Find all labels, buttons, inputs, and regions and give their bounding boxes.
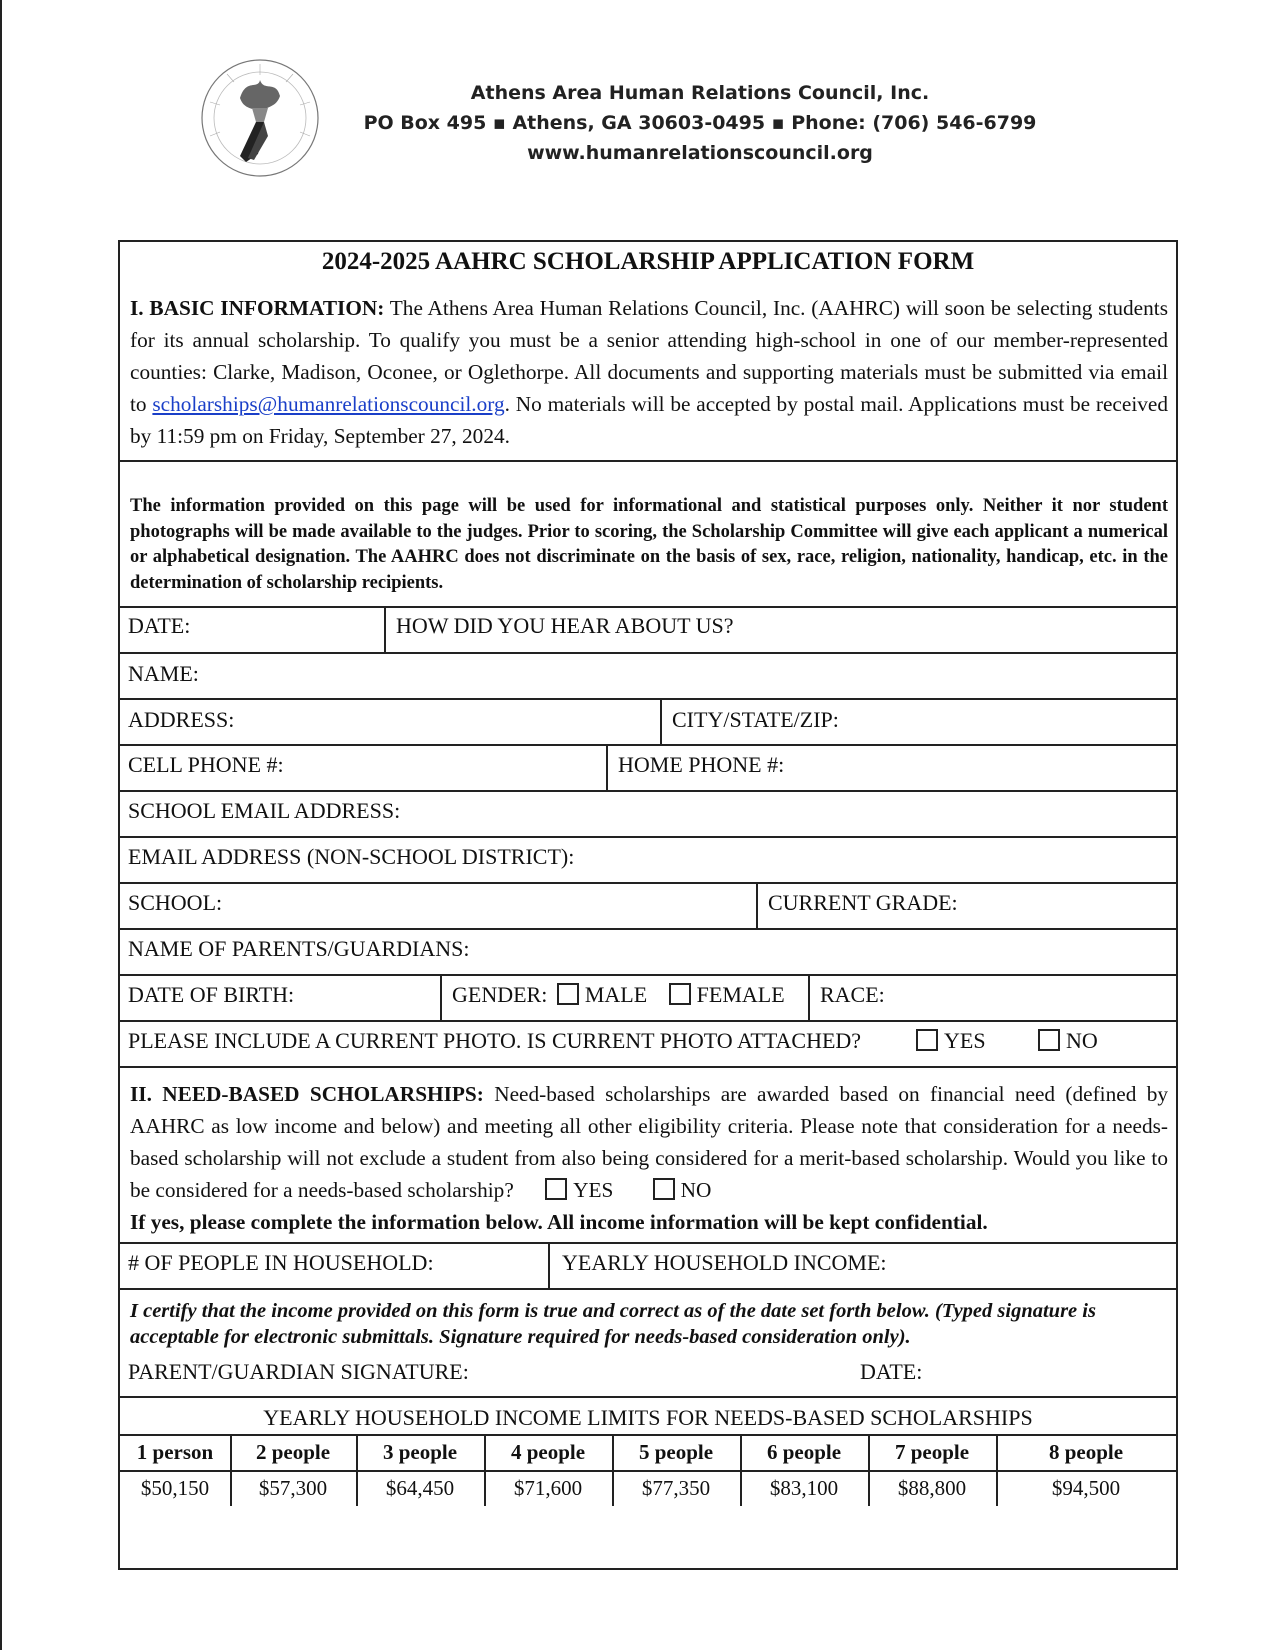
current-grade-field[interactable]: CURRENT GRADE: — [768, 890, 958, 915]
scholarship-email-link[interactable]: scholarships@humanrelationscouncil.org — [152, 392, 505, 416]
income-limit-value: $71,600 — [513, 1476, 583, 1500]
income-limit-value: $57,300 — [258, 1476, 328, 1500]
divider — [120, 790, 1176, 792]
income-limit-value: $64,450 — [385, 1476, 455, 1500]
divider — [756, 882, 758, 928]
confidentiality-notice: The information provided on this page will be used for informational and statistical purposes only. Neither it nor student photographs will be made available to the judges. Prior to scoring, the Scholarship Committee will give each applicant a numerical or alphabetical designation. The AAHRC does not discriminate on the basis of sex, race, religion, nationality, handicap, etc. in the determination of scholarship recipients. — [130, 496, 1168, 593]
divider — [120, 1434, 1176, 1436]
home-phone-field[interactable]: HOME PHONE #: — [618, 752, 785, 777]
household-size-header: 1 person — [136, 1440, 214, 1464]
divider — [120, 882, 1176, 884]
address-field[interactable]: ADDRESS: — [128, 707, 235, 732]
non-school-email-field[interactable]: EMAIL ADDRESS (NON-SCHOOL DISTRICT): — [128, 844, 575, 869]
divider — [440, 974, 442, 1020]
confidential-note: If yes, please complete the information below. All income information will be kept confidential. — [130, 1210, 988, 1234]
income-limit-value: $50,150 — [140, 1476, 210, 1500]
gender-label: GENDER: — [452, 982, 548, 1007]
photo-yes-checkbox[interactable] — [916, 1029, 938, 1051]
name-field[interactable]: NAME: — [128, 661, 199, 686]
parents-guardians-field[interactable]: NAME OF PARENTS/GUARDIANS: — [128, 936, 470, 961]
section2-text: Need-based scholarships are awarded based on financial need (defined by AAHRC as low income and below) and meeting all other eligibility criteria. Please note that consideration for a needs-based scholarship will not exclude a student from also being considered for a merit-based scholarship. Would you like to be considered for a needs-based scholarship? — [130, 1082, 1168, 1202]
income-limit-value: $77,350 — [641, 1476, 711, 1500]
female-label: FEMALE — [696, 982, 785, 1007]
household-size-header: 5 people — [638, 1440, 714, 1464]
need-yes-label: YES — [573, 1178, 614, 1202]
household-size-header: 7 people — [894, 1440, 970, 1464]
male-label: MALE — [584, 982, 648, 1007]
photo-question: PLEASE INCLUDE A CURRENT PHOTO. IS CURRENT PHOTO ATTACHED? — [128, 1028, 862, 1053]
how-did-you-hear-field[interactable]: HOW DID YOU HEAR ABOUT US? — [396, 613, 734, 638]
date-field[interactable]: DATE: — [128, 613, 191, 638]
divider — [120, 1396, 1176, 1398]
divider — [384, 606, 386, 652]
basic-information-paragraph — [130, 292, 1168, 452]
household-size-header: 6 people — [766, 1440, 842, 1464]
income-limits-title: YEARLY HOUSEHOLD INCOME LIMITS FOR NEEDS-BASED SCHOLARSHIPS — [263, 1405, 1033, 1430]
income-limit-value: $88,800 — [897, 1476, 967, 1500]
divider — [120, 1470, 1176, 1472]
divider — [120, 928, 1176, 930]
date-of-birth-field[interactable]: DATE OF BIRTH: — [128, 982, 295, 1007]
org-address: PO Box 495 ▪ Athens, GA 30603-0495 ▪ Phone: (706) 546-6799 — [363, 112, 1037, 134]
section1-text-a: The Athens Area Human Relations Council, Inc. (AAHRC) will soon be selecting students for its annual scholarship. To qualify you must be a senior attending high-school in one of our member-represented counties: Clarke, Madison, Oconee, or Oglethorpe. All documents and supporting materials must be submitted via email to — [130, 296, 1168, 416]
divider — [120, 698, 1176, 700]
divider — [120, 1288, 1176, 1290]
need-no-option — [653, 1178, 712, 1202]
council-logo — [196, 50, 324, 190]
need-based-paragraph — [130, 1078, 1168, 1238]
divider — [120, 652, 1176, 654]
org-website: www.humanrelationscouncil.org — [527, 142, 873, 164]
need-no-label: NO — [680, 1178, 712, 1202]
divider — [548, 1242, 550, 1288]
photo-yes-label: YES — [944, 1028, 986, 1053]
signature-date-field[interactable]: DATE: — [860, 1359, 923, 1384]
need-no-checkbox[interactable] — [653, 1178, 675, 1200]
photo-yes-option — [916, 1029, 986, 1053]
divider — [120, 460, 1176, 462]
section2-heading: II. NEED-BASED SCHOLARSHIPS: — [130, 1082, 484, 1106]
divider — [120, 974, 1176, 976]
income-certification: I certify that the income provided on this form is true and correct as of the date set forth below. (Typed signature is acceptable for electronic submittals. Signature required for needs-based consideration only). — [130, 1300, 1096, 1348]
photo-no-label: NO — [1066, 1028, 1098, 1053]
need-yes-checkbox[interactable] — [545, 1178, 567, 1200]
left-edge-rule — [0, 0, 2, 1650]
divider — [808, 974, 810, 1020]
divider — [120, 606, 1176, 608]
divider — [606, 744, 608, 790]
female-checkbox[interactable] — [669, 983, 691, 1005]
divider — [120, 836, 1176, 838]
household-size-field[interactable]: # OF PEOPLE IN HOUSEHOLD: — [128, 1250, 434, 1275]
photo-no-option — [1038, 1029, 1098, 1053]
scholarship-application-form — [118, 240, 1178, 1570]
school-field[interactable]: SCHOOL: — [128, 890, 223, 915]
section1-text-b: . No materials will be accepted by postal mail. Applications must be received by 11:59 pm on Friday, September 27, 2024. — [130, 392, 1168, 448]
household-size-header: 4 people — [510, 1440, 586, 1464]
gender-group — [452, 983, 785, 1007]
race-field[interactable]: RACE: — [820, 982, 885, 1007]
male-checkbox[interactable] — [557, 983, 579, 1005]
household-income-field[interactable]: YEARLY HOUSEHOLD INCOME: — [562, 1250, 887, 1275]
divider — [120, 744, 1176, 746]
divider — [120, 1066, 1176, 1068]
photo-no-checkbox[interactable] — [1038, 1029, 1060, 1051]
household-size-header: 8 people — [1048, 1440, 1124, 1464]
school-email-field[interactable]: SCHOOL EMAIL ADDRESS: — [128, 798, 401, 823]
cell-phone-field[interactable]: CELL PHONE #: — [128, 752, 284, 777]
household-size-header: 3 people — [382, 1440, 458, 1464]
income-limit-value: $94,500 — [1051, 1476, 1121, 1500]
form-title: 2024-2025 AAHRC SCHOLARSHIP APPLICATION FORM — [321, 248, 975, 275]
divider — [120, 1242, 1176, 1244]
divider — [120, 1020, 1176, 1022]
income-limit-value: $83,100 — [769, 1476, 839, 1500]
section1-heading: I. BASIC INFORMATION: — [130, 296, 385, 320]
household-size-header: 2 people — [255, 1440, 331, 1464]
organization-header — [330, 78, 1070, 168]
parent-signature-field[interactable]: PARENT/GUARDIAN SIGNATURE: — [128, 1359, 469, 1384]
need-yes-option — [545, 1178, 613, 1202]
divider — [660, 698, 662, 744]
org-name: Athens Area Human Relations Council, Inc. — [470, 82, 930, 104]
city-state-zip-field[interactable]: CITY/STATE/ZIP: — [672, 707, 839, 732]
